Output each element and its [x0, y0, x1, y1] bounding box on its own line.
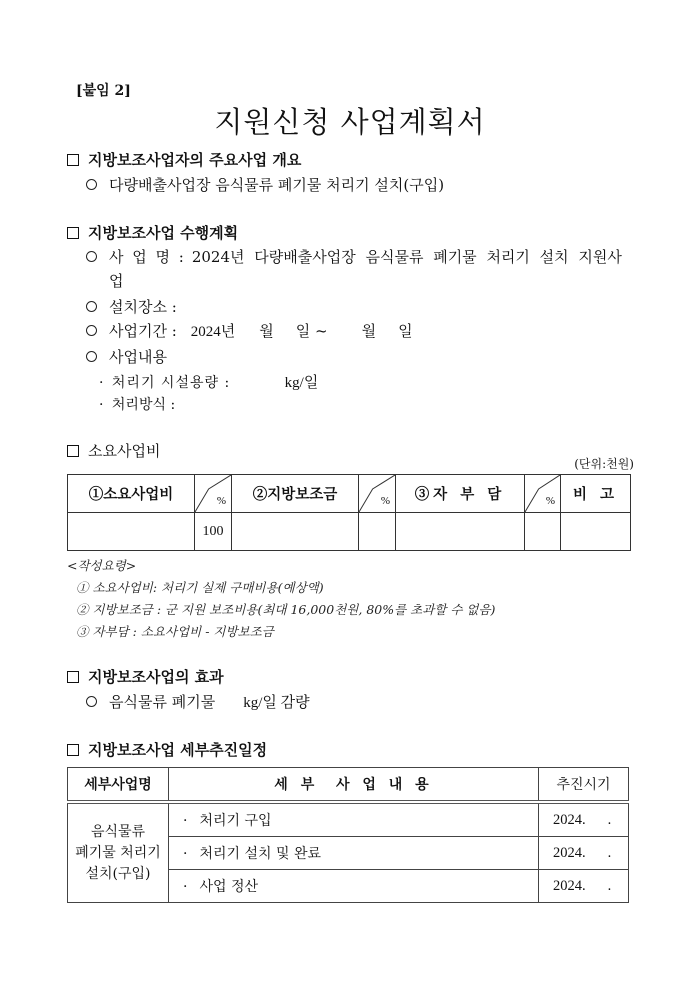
subsidy-cell[interactable] — [232, 513, 359, 551]
header-subsidy: ②지방보조금 — [232, 475, 359, 513]
overview-item — [86, 174, 444, 195]
self-pay-pct-cell[interactable] — [525, 513, 561, 551]
method-label: 처리방식 : — [111, 397, 176, 413]
attachment-label: [붙임 2] — [76, 83, 131, 99]
section-cost-heading — [67, 440, 160, 461]
circle-bullet-icon — [86, 301, 97, 312]
project-name-wrap — [109, 270, 124, 291]
checkbox-square-icon — [67, 445, 79, 457]
period-separator: . — [607, 877, 612, 894]
total-cost-cell[interactable] — [68, 513, 195, 551]
header-period: 추진시기 — [539, 768, 629, 803]
cost-table-header-row — [68, 475, 631, 513]
period-day-end: 일 — [398, 322, 413, 340]
detail-text: 사업 정산 — [199, 879, 258, 895]
section-overview-heading — [67, 149, 301, 170]
section-heading-text: 소요사업비 — [88, 442, 161, 460]
header-total-pct — [195, 475, 232, 513]
circle-bullet-icon — [86, 325, 97, 336]
period-day-start: 일 ~ — [295, 322, 328, 340]
project-name-label: 사 업 명 : — [109, 248, 186, 266]
guide-item-1: ① 소요사업비: 처리기 실제 구매비용(예상액) — [76, 580, 324, 595]
project-name-value: 2024년 다량배출사업장 음식물류 폐기물 처리기 설치 지원사 — [191, 248, 622, 266]
period-separator: . — [607, 844, 612, 861]
page-title: 지원신청 사업계획서 — [214, 105, 486, 139]
schedule-row — [68, 802, 629, 837]
detail-text: 처리기 설치 및 완료 — [199, 846, 321, 862]
header-detail-content: 세 부 사 업 내 용 — [169, 768, 539, 803]
schedule-table — [67, 767, 629, 903]
header-self-pay-pct — [525, 475, 561, 513]
circle-bullet-icon — [86, 179, 97, 190]
name-line-3: 설치(구입) — [85, 865, 151, 882]
checkbox-square-icon — [67, 671, 79, 683]
content-label: 사업내용 — [109, 348, 167, 366]
checkbox-square-icon — [67, 227, 79, 239]
period-label: 사업기간 : — [109, 322, 177, 340]
total-pct-cell[interactable]: 100 — [195, 513, 232, 551]
sub-project-name-cell — [68, 802, 169, 903]
detail-cell — [169, 837, 539, 870]
location-item — [86, 296, 177, 317]
middle-dot-bullet: · — [183, 879, 188, 895]
header-subsidy-pct — [359, 475, 396, 513]
cost-table — [67, 474, 631, 551]
capacity-label: 처리기 시설용량 : — [111, 375, 231, 391]
period-separator: . — [607, 811, 612, 828]
section-effect-heading — [67, 666, 224, 687]
capacity-subitem — [99, 371, 318, 392]
effect-item — [86, 691, 310, 712]
period-year: 2024. — [553, 811, 586, 828]
section-plan-heading — [67, 222, 238, 243]
name-line-1: 음식물류 — [90, 823, 146, 840]
circle-bullet-icon — [86, 251, 97, 262]
pct-symbol: % — [216, 495, 226, 507]
checkbox-square-icon — [67, 154, 79, 166]
pct-symbol: % — [545, 495, 555, 507]
circle-bullet-icon — [86, 696, 97, 707]
section-heading-text: 지방보조사업 세부추진일정 — [88, 741, 268, 759]
middle-dot-bullet: · — [99, 375, 104, 391]
capacity-unit: kg/일 — [284, 375, 319, 391]
header-remarks: 비 고 — [561, 475, 631, 513]
name-line-2: 폐기물 처리기 — [75, 844, 161, 861]
location-label: 설치장소 : — [109, 298, 177, 316]
method-subitem — [99, 394, 175, 414]
period-year: 2024년 — [190, 324, 236, 340]
header-total-cost: ①소요사업비 — [68, 475, 195, 513]
remarks-cell[interactable] — [561, 513, 631, 551]
guide-item-3: ③ 자부담 : 소요사업비 - 지방보조금 — [76, 624, 274, 639]
pct-symbol: % — [380, 495, 390, 507]
section-schedule-heading — [67, 739, 267, 760]
header-self-pay: ③자 부 담 — [396, 475, 525, 513]
circle-bullet-icon — [86, 351, 97, 362]
schedule-header-row — [68, 768, 629, 803]
detail-cell — [169, 802, 539, 837]
period-month-end: 월 — [361, 322, 377, 340]
overview-item-text: 다량배출사업장 음식물류 폐기물 처리기 설치(구입) — [109, 176, 445, 194]
middle-dot-bullet: · — [99, 397, 104, 413]
header-sub-project-name: 세부사업명 — [68, 768, 169, 803]
project-name-item — [86, 246, 622, 267]
detail-cell — [169, 870, 539, 903]
middle-dot-bullet: · — [183, 813, 188, 829]
project-name-value-cont: 업 — [109, 272, 124, 290]
cost-table-value-row — [68, 513, 631, 551]
period-year: 2024. — [553, 877, 586, 894]
period-cell[interactable] — [539, 870, 629, 903]
section-heading-text: 지방보조사업 수행계획 — [88, 224, 239, 242]
period-month-start: 월 — [259, 322, 274, 340]
subsidy-pct-cell[interactable] — [359, 513, 396, 551]
period-year: 2024. — [553, 844, 586, 861]
period-cell[interactable] — [539, 837, 629, 870]
checkbox-square-icon — [67, 744, 79, 756]
detail-text: 처리기 구입 — [199, 813, 272, 829]
self-pay-cell[interactable] — [396, 513, 525, 551]
section-heading-text: 지방보조사업자의 주요사업 개요 — [88, 151, 302, 169]
guide-title: <작성요령> — [67, 558, 137, 573]
period-item — [86, 320, 413, 341]
effect-item-prefix: 음식물류 폐기물 — [109, 693, 216, 711]
content-item — [86, 346, 167, 367]
section-heading-text: 지방보조사업의 효과 — [88, 668, 224, 686]
period-cell[interactable] — [539, 802, 629, 837]
effect-item-unit: kg/일 감량 — [243, 695, 310, 711]
guide-item-2: ② 지방보조금 : 군 지원 보조비용(최대 16,000천원, 80%를 초과할 수 없음) — [76, 602, 496, 617]
unit-note: (단위:천원) — [574, 457, 634, 471]
middle-dot-bullet: · — [183, 846, 188, 862]
